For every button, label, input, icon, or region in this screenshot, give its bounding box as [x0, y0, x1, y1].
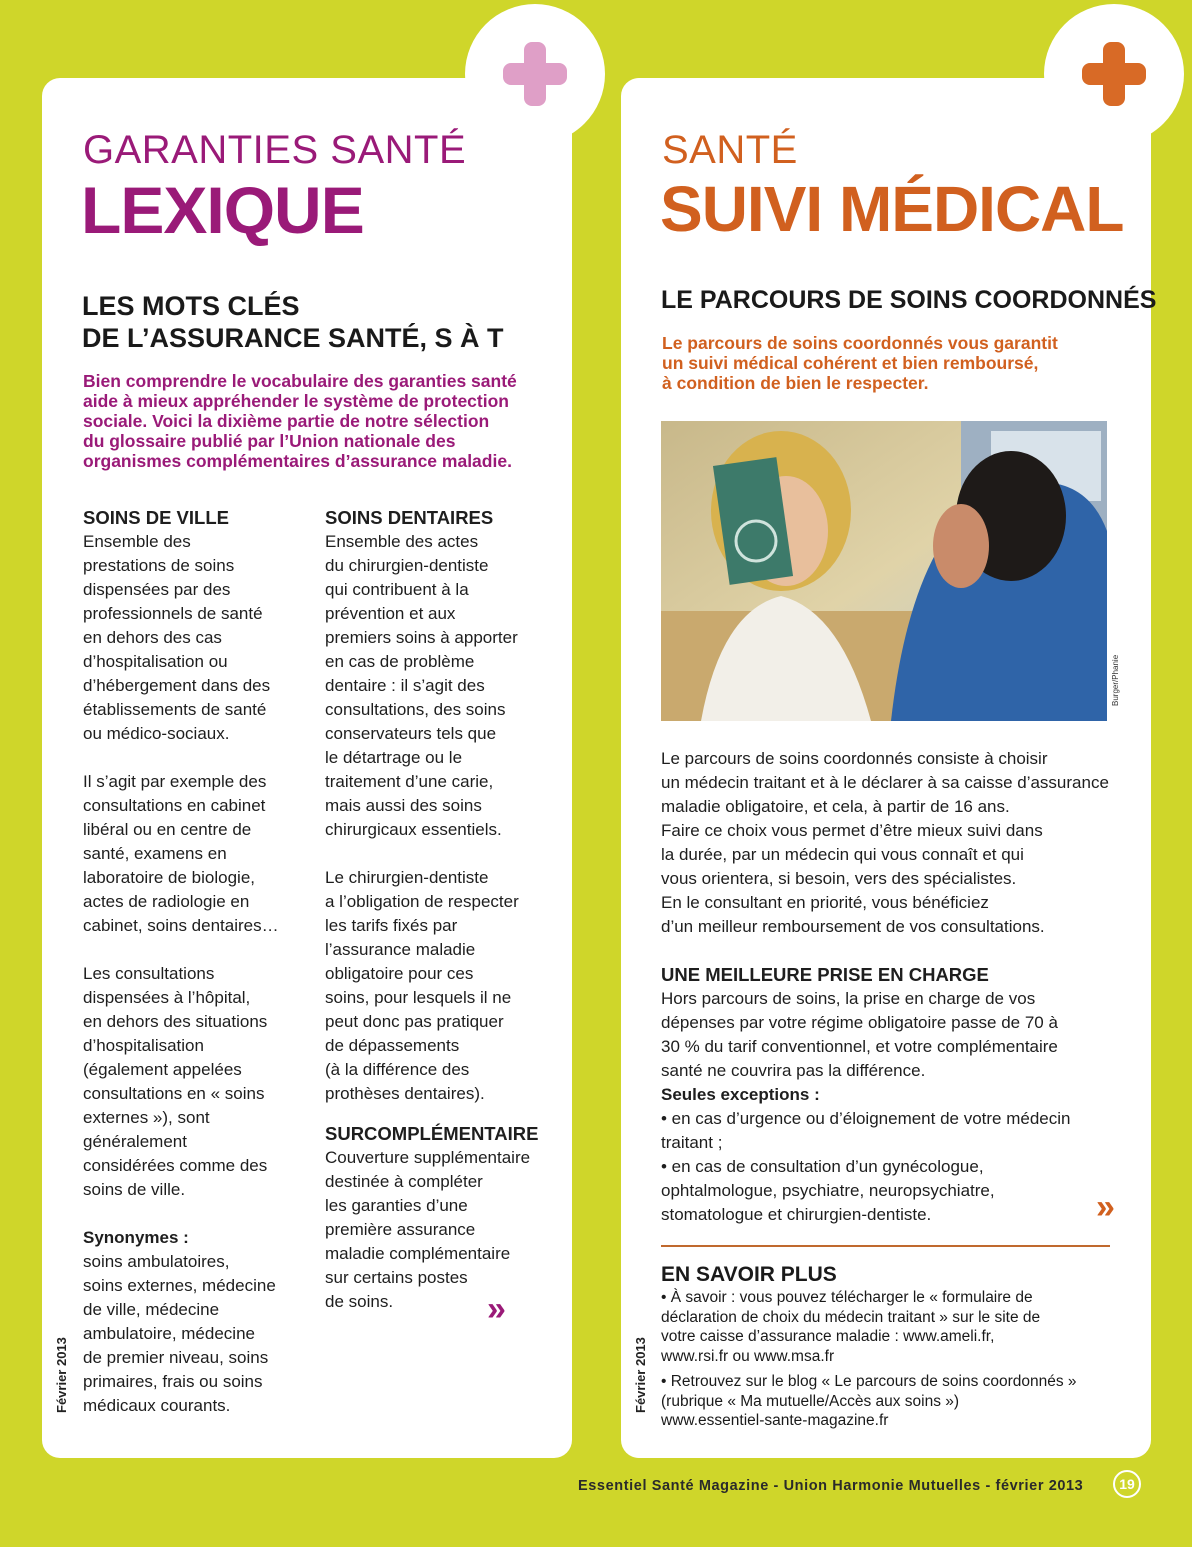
- photo-credit: Burger/Phanie: [1111, 654, 1120, 706]
- exceptions-title: Seules exceptions :: [661, 1085, 820, 1104]
- left-intro: Bien comprendre le vocabulaire des garanties santé aide à mieux appréhender le système de protection sociale. Voici la dixième partie de notre sélection du glossaire publié par l’Union nationale des organismes complémentaires d’assurance maladie.: [83, 371, 517, 471]
- right-kicker: SANTÉ: [662, 128, 798, 172]
- soins-de-ville-title: SOINS DE VILLE: [83, 507, 229, 528]
- plus-badge-right: [1044, 4, 1184, 144]
- soins-dentaires-p2: Le chirurgien-dentiste a l’obligation de respecter les tarifs fixés par l’assurance maladie obligatoire pour ces soins, pour lesquels il ne peut donc pas pratiquer de dépassements (à la différence des prothèses dentaires).: [325, 868, 519, 1103]
- left-kicker: GARANTIES SANTÉ: [83, 128, 467, 172]
- doctor-consultation-photo: [661, 421, 1107, 721]
- right-body: Le parcours de soins coordonnés consiste à choisir un médecin traitant et à le déclarer à sa caisse d’assurance maladie obligatoire, et cela, à partir de 16 ans. Faire ce choix vous permet d’être mieux suivi dans la durée, par un médecin qui vous connaît et qui vous orientera, si besoin, vers des spécialistes. En le consultant en priorité, vous bénéficiez d’un meilleur remboursement de vos consultations. UNE MEILLEURE PRISE EN CHARGE Hors parcours de soins, la prise en charge de vos dépenses par votre régime obligatoire passe de 70 à 30 % du tarif conventionnel, et votre complémentaire santé ne couvrira pas la différence. Seules exceptions : • en cas d’urgence ou d’éloignement de votre médecin traitant ; • en cas de consultation d’un gynécologue, ophtalmologue, psychiatre, neuropsychiatre, stomatologue et chirurgien-dentiste.: [661, 747, 1121, 1227]
- soins-de-ville-column: [83, 506, 313, 1418]
- page-number: 19: [1113, 1470, 1141, 1498]
- right-subtitle: LE PARCOURS DE SOINS COORDONNÉS: [661, 286, 1157, 314]
- plus-icon: [503, 42, 567, 106]
- right-intro: Le parcours de soins coordonnés vous garantit un suivi médical cohérent et bien remboursé, à condition de bien le respecter.: [662, 333, 1058, 393]
- en-savoir-plus-title: EN SAVOIR PLUS: [661, 1263, 837, 1286]
- left-subtitle: LES MOTS CLÉS DE L’ASSURANCE SANTÉ, S À T: [82, 291, 504, 353]
- soins-dentaires-column: [325, 506, 540, 1314]
- soins-de-ville-p2: Il s’agit par exemple des consultations en cabinet libéral ou en centre de santé, examens en laboratoire de biologie, actes de radiologie en cabinet, soins dentaires…: [83, 772, 279, 935]
- right-headline: SUIVI MÉDICAL: [660, 173, 1124, 245]
- soins-dentaires-title: SOINS DENTAIRES: [325, 507, 494, 528]
- soins-dentaires-p1: Ensemble des actes du chirurgien-dentiste qui contribuent à la prévention et aux premiers soins à apporter en cas de problème dentaire : il s’agit des consultations, des soins conservateurs tels que le détartrage ou le traitement d’une carie, mais aussi des soins chirurgicaux essentiels.: [325, 532, 518, 839]
- surcomplementaire-p1: Couverture supplémentaire destinée à compléter les garanties d’une première assurance maladie complémentaire sur certains postes de soins.: [325, 1148, 531, 1311]
- divider: [661, 1245, 1110, 1247]
- left-headline: LEXIQUE: [81, 173, 364, 247]
- footer-text: Essentiel Santé Magazine - Union Harmonie Mutuelles - février 2013: [578, 1478, 1084, 1494]
- soins-de-ville-p3: Les consultations dispensées à l’hôpital, en dehors des situations d’hospitalisation (également appelées consultations en « soins externes »), sont généralement considérées comme des soins de ville.: [83, 964, 268, 1199]
- plus-badge-left: [465, 4, 605, 144]
- prise-en-charge-title: UNE MEILLEURE PRISE EN CHARGE: [661, 964, 989, 985]
- next-chevron-left[interactable]: »: [487, 1290, 498, 1328]
- en-savoir-plus-item-2: • Retrouvez sur le blog « Le parcours de soins coordonnés » (rubrique « Ma mutuelle/Accès aux soins ») www.essentiel-sante-magazine.fr: [661, 1373, 1077, 1429]
- en-savoir-plus-item-1: • À savoir : vous pouvez télécharger le « formulaire de déclaration de choix du médecin traitant » sur le site de votre caisse d’assurance maladie : www.ameli.fr, www.rsi.fr ou www.msa.fr: [661, 1289, 1041, 1365]
- left-vertical-date: Février 2013: [54, 1337, 69, 1413]
- soins-de-ville-p1: Ensemble des prestations de soins dispensées par des professionnels de santé en dehors des cas d’hospitalisation ou d’hébergement dans des établissements de santé ou médico-sociaux.: [83, 532, 271, 743]
- right-vertical-date: Février 2013: [633, 1337, 648, 1413]
- surcomplementaire-title: SURCOMPLÉMENTAIRE: [325, 1123, 539, 1144]
- next-chevron-right[interactable]: »: [1096, 1188, 1107, 1226]
- en-savoir-plus: [661, 1262, 1111, 1431]
- exceptions-list: • en cas d’urgence ou d’éloignement de votre médecin traitant ; • en cas de consultation d’un gynécologue, ophtalmologue, psychiatre, neuropsychiatre, stomatologue et chirurgien-dentiste.: [661, 1109, 1071, 1224]
- synonymes: Synonymes : soins ambulatoires, soins externes, médecine de ville, médecine ambulatoire, médecine de premier niveau, soins primaires, frais ou soins médicaux courants.: [83, 1228, 276, 1415]
- plus-icon: [1082, 42, 1146, 106]
- prise-en-charge-body: Hors parcours de soins, la prise en charge de vos dépenses par votre régime obligatoire passe de 70 à 30 % du tarif conventionnel, et votre complémentaire santé ne couvrira pas la différence.: [661, 989, 1058, 1080]
